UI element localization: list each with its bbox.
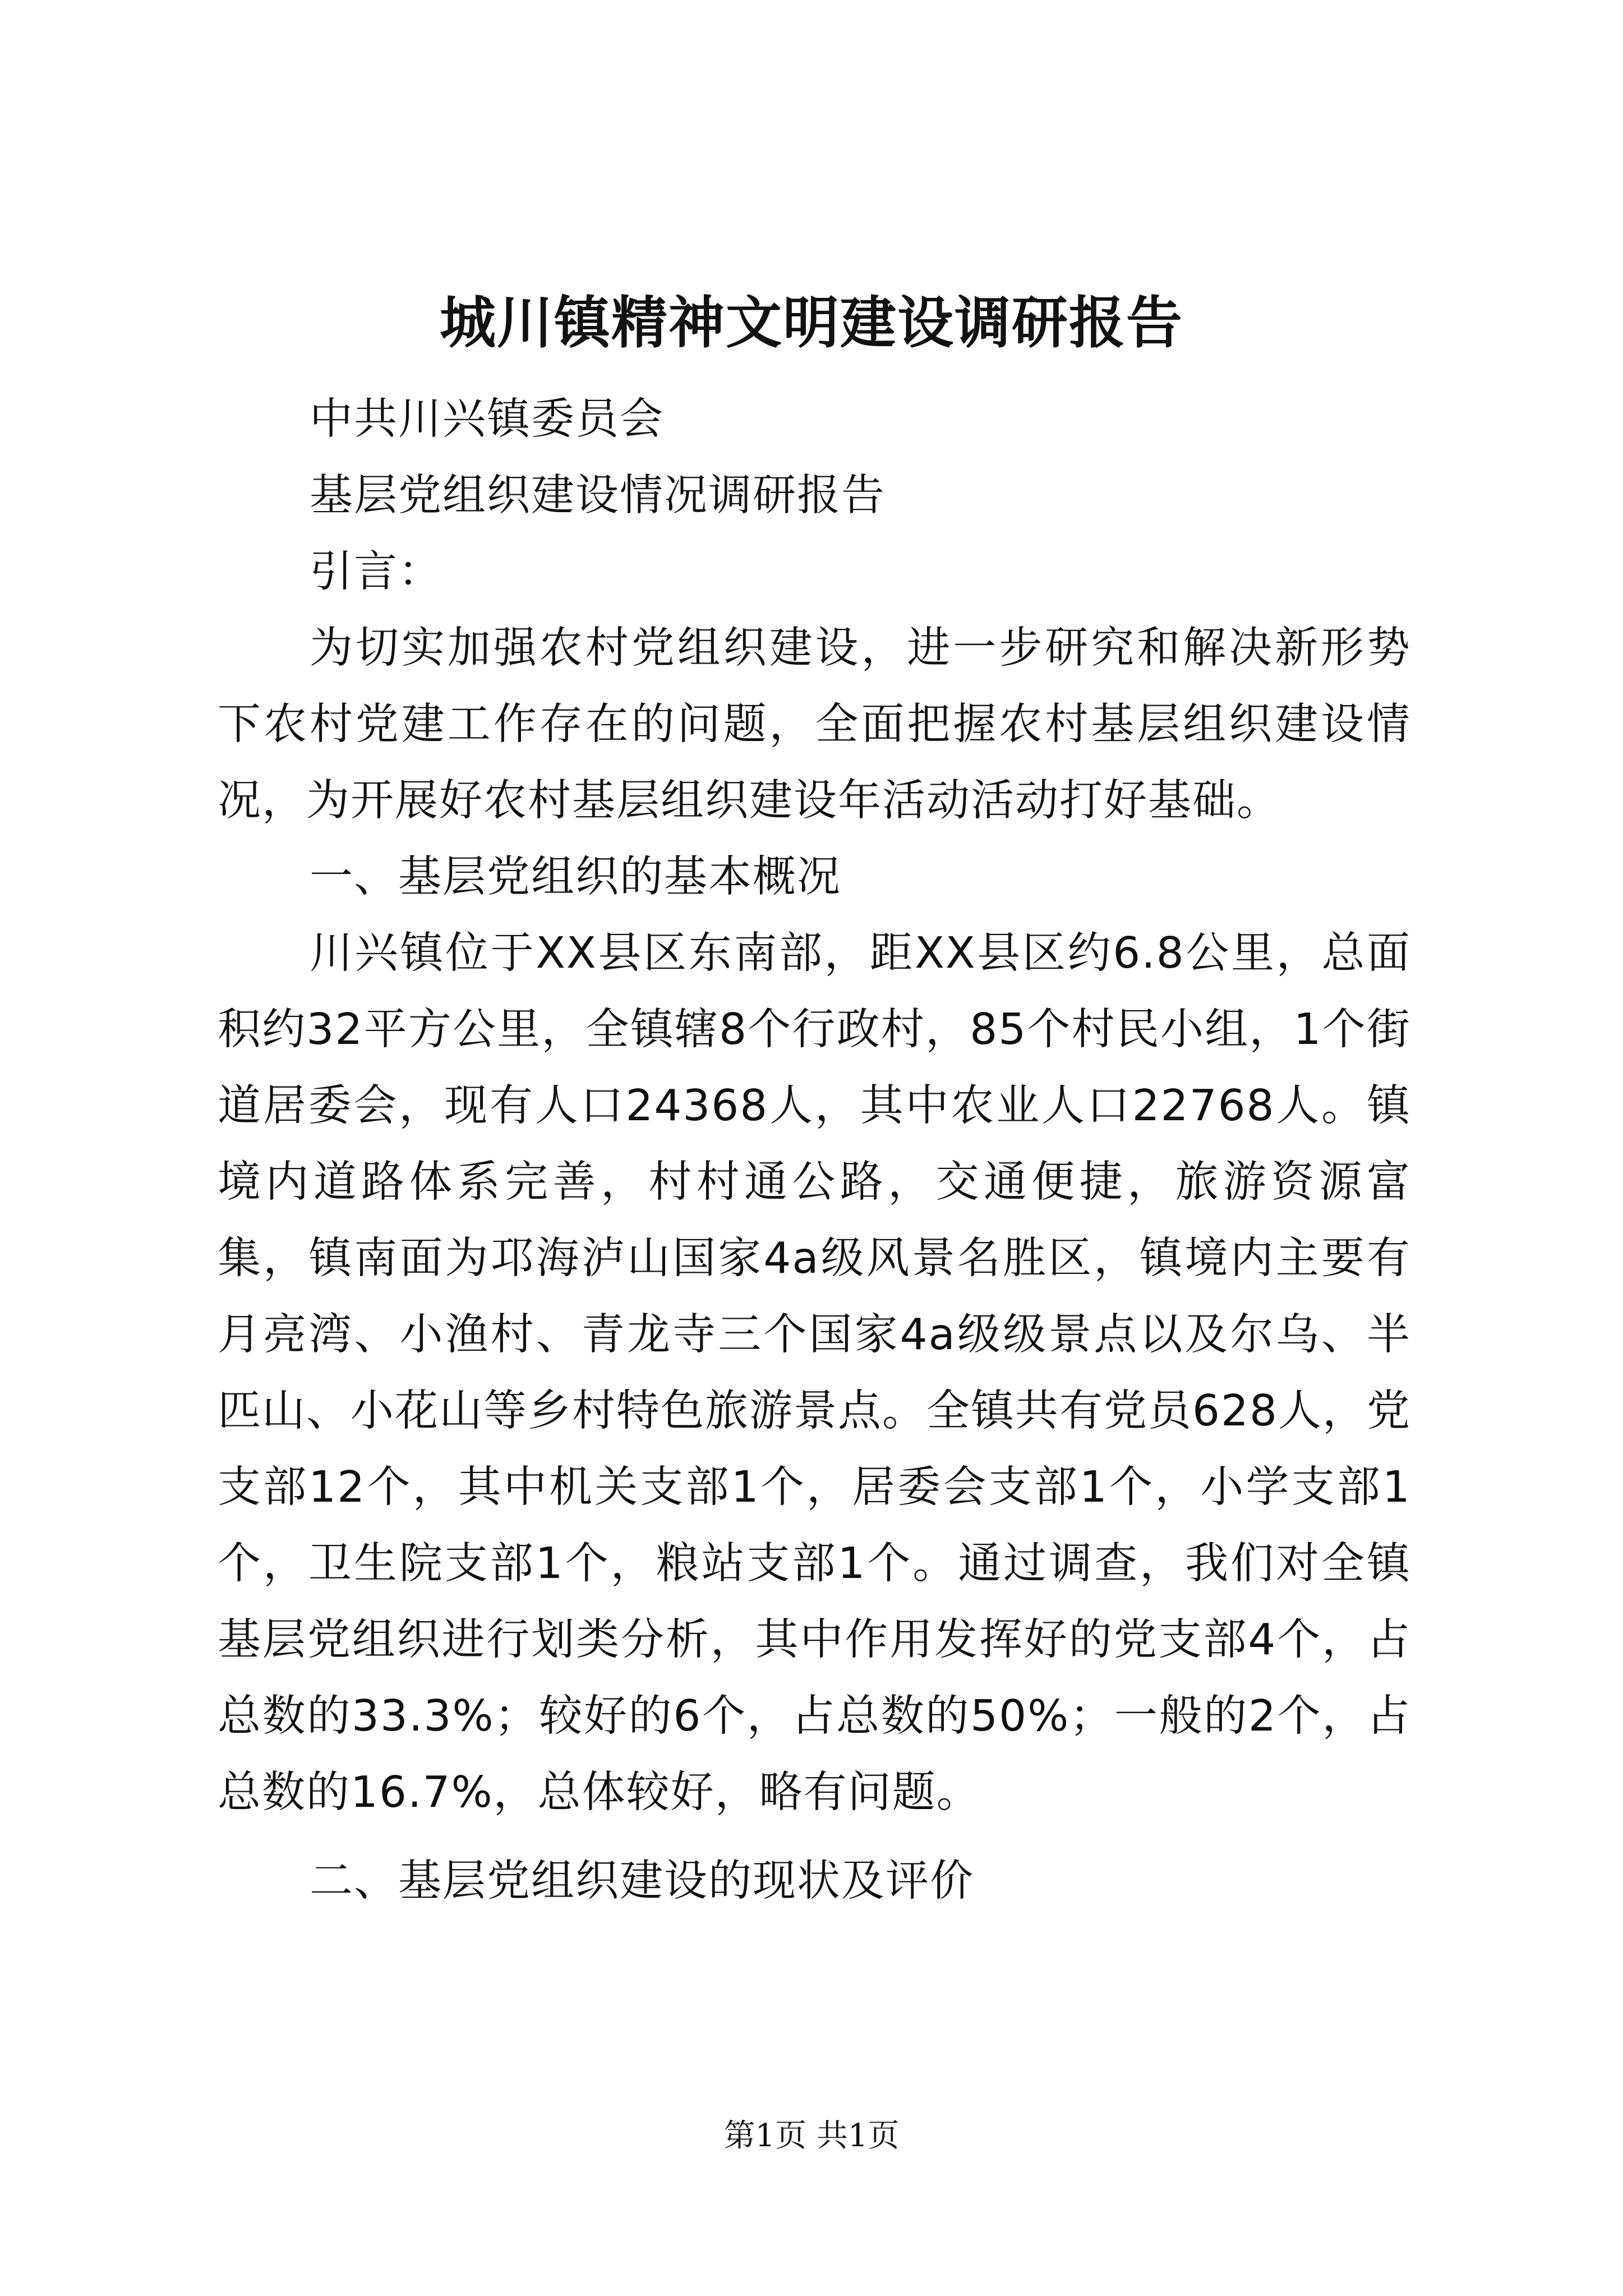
page-footer: 第1页 共1页: [723, 2118, 900, 2154]
paragraph-org-name: 中共川兴镇委员会: [310, 394, 664, 444]
section-heading-1: 一、基层党组织的基本概况: [310, 852, 841, 902]
section-heading-2: 二、基层党组织建设的现状及评价: [310, 1856, 974, 1906]
paragraph-intro: 为切实加强农村党组织建设，进一步研究和解决新形势下农村党建工作存在的问题，全面把握农村基层组织建设情况，为开展好农村基层组织建设年活动活动打好基础。: [218, 623, 1411, 826]
document-body: [218, 381, 1411, 1920]
document-title: 城川镇精神文明建设调研报告: [440, 289, 1183, 356]
paragraph-report-subtitle: 基层党组织建设情况调研报告: [310, 471, 886, 521]
paragraph-overview: 川兴镇位于XX县区东南部，距XX县区约6.8公里，总面积约32平方公里，全镇辖8个行政村，85个村民小组，1个街道居委会，现有人口24368人，其中农业人口22768人。镇境内道路体系完善，村村通公路，交通便捷，旅游资源富集，镇南面为邛海泸山国家4a级风景名胜区，镇境内主要有月亮湾、小渔村、青龙寺三个国家4a级级景点以及尔乌、半匹山、小花山等乡村特色旅游景点。全镇共有党员628人，党支部12个，其中机关支部1个，居委会支部1个，小学支部1个，卫生院支部1个，粮站支部1个。通过调查，我们对全镇基层党组织进行划类分析，其中作用发挥好的党支部4个，占总数的33.3%；较好的6个，占总数的50%；一般的2个，占总数的16.7%，总体较好，略有问题。: [218, 928, 1411, 1818]
paragraph-intro-heading: 引言：: [310, 547, 442, 597]
